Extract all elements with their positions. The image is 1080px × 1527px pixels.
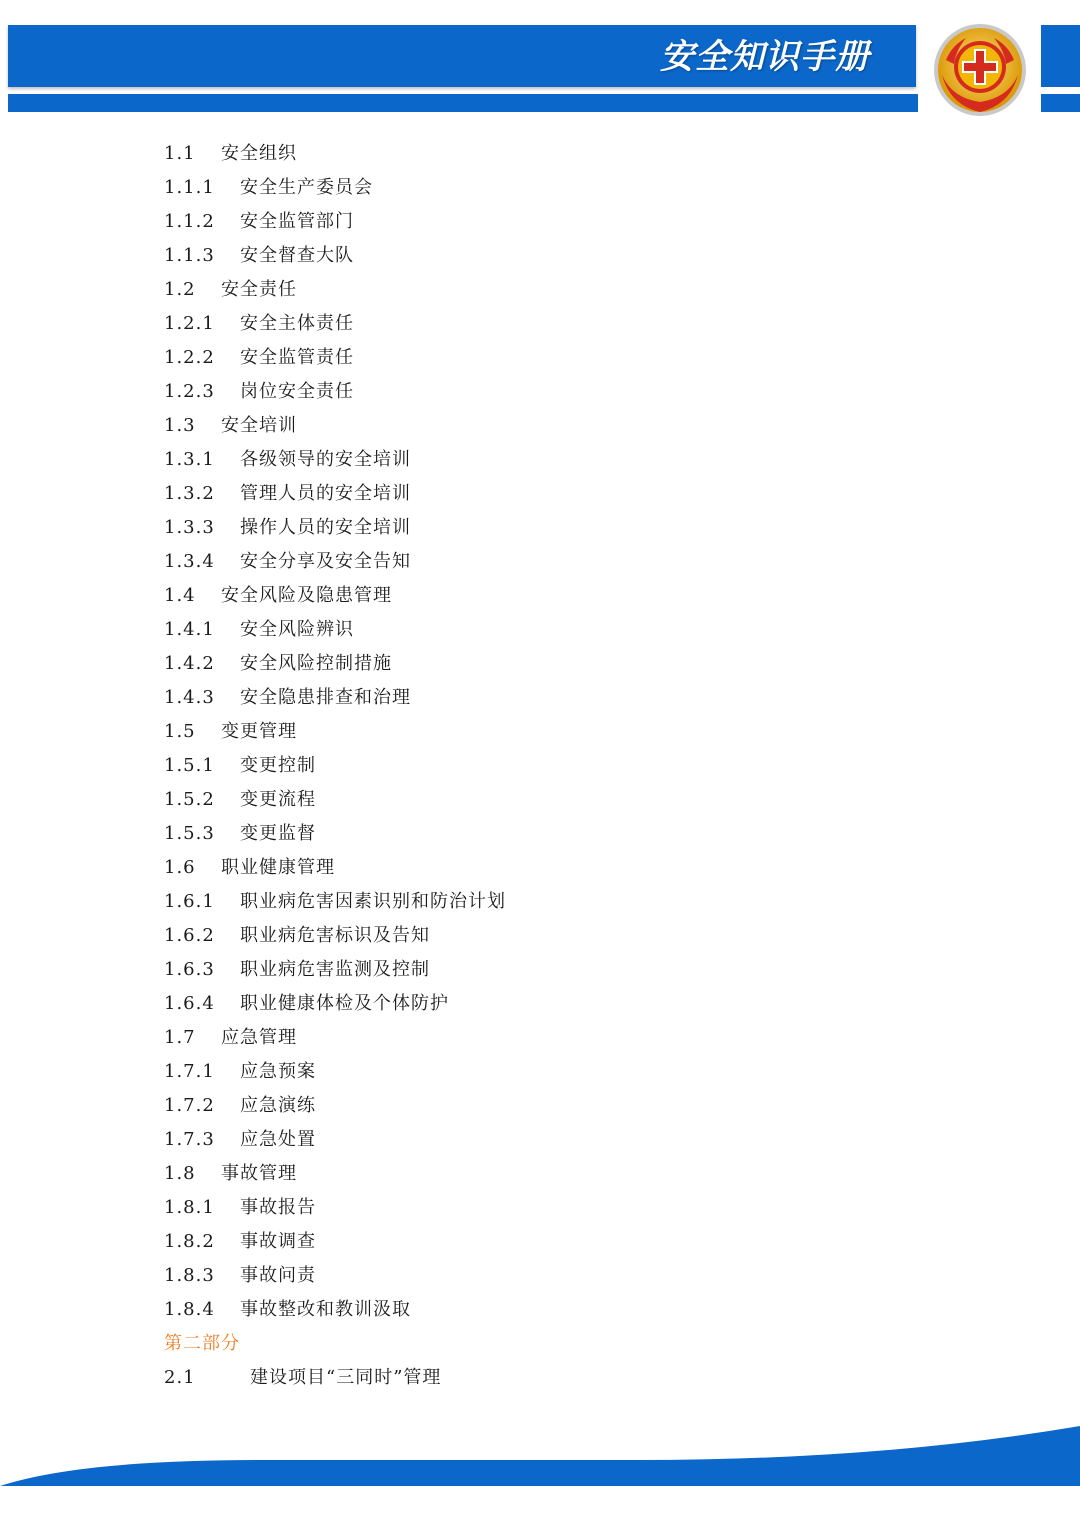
toc-entry-title: 安全培训 bbox=[221, 415, 297, 436]
handbook-title: 安全知识手册 bbox=[660, 37, 870, 77]
toc-entry-title: 安全责任 bbox=[221, 279, 297, 300]
toc-entry-title: 事故整改和教训汲取 bbox=[240, 1299, 411, 1320]
toc-entry-number: 1.7.1 bbox=[164, 1061, 215, 1082]
toc-entry-title: 安全生产委员会 bbox=[240, 177, 373, 198]
toc-entry-number: 1.8.3 bbox=[164, 1265, 215, 1286]
toc-entry-number: 1.8.4 bbox=[164, 1299, 215, 1320]
toc-entry-title: 变更监督 bbox=[240, 823, 316, 844]
toc-entry-number: 1.7.2 bbox=[164, 1095, 215, 1116]
toc-entry-title: 应急处置 bbox=[240, 1129, 316, 1150]
toc-entry-number: 1.4.2 bbox=[164, 653, 215, 674]
toc-entry-title: 操作人员的安全培训 bbox=[240, 517, 411, 538]
safety-cross-emblem-icon bbox=[930, 20, 1030, 120]
toc-entry-title: 建设项目“三同时”管理 bbox=[250, 1367, 442, 1388]
toc-entry-number: 1.8.1 bbox=[164, 1197, 215, 1218]
toc-entry-title: 各级领导的安全培训 bbox=[240, 449, 411, 470]
toc-entry-title: 事故问责 bbox=[240, 1265, 316, 1286]
toc-entry-number: 1.2 bbox=[164, 279, 196, 300]
toc-entry-number: 1.1.1 bbox=[164, 177, 215, 198]
toc-entry-title: 应急管理 bbox=[221, 1027, 297, 1048]
toc-entry-number: 1.3.3 bbox=[164, 517, 215, 538]
toc-entry-number: 1.2.3 bbox=[164, 381, 215, 402]
toc-entry-title: 事故报告 bbox=[240, 1197, 316, 1218]
toc-entry-number: 1.4 bbox=[164, 585, 196, 606]
toc-entry-title: 应急预案 bbox=[240, 1061, 316, 1082]
toc-entry-title: 职业病危害因素识别和防治计划 bbox=[240, 891, 506, 912]
toc-entry-number: 1.2.2 bbox=[164, 347, 215, 368]
toc-entry-number: 2.1 bbox=[164, 1367, 196, 1388]
toc-entry-number: 1.8 bbox=[164, 1163, 196, 1184]
toc-entry-number: 1.5.1 bbox=[164, 755, 215, 776]
toc-entry-number: 1.3.4 bbox=[164, 551, 215, 572]
header-right-stripe bbox=[1041, 94, 1080, 112]
toc-entry-title: 安全监管部门 bbox=[240, 211, 354, 232]
toc-entry-number: 1.7.3 bbox=[164, 1129, 215, 1150]
toc-entry-title: 安全主体责任 bbox=[240, 313, 354, 334]
toc-entry-title: 岗位安全责任 bbox=[240, 381, 354, 402]
toc-entry-number: 1.1 bbox=[164, 143, 196, 164]
toc-entry-title: 职业健康体检及个体防护 bbox=[240, 993, 449, 1014]
toc-entry-number: 1.3.1 bbox=[164, 449, 215, 470]
toc-entry-title: 应急演练 bbox=[240, 1095, 316, 1116]
toc-entry-title: 安全风险及隐患管理 bbox=[221, 585, 392, 606]
part-heading-text: 第二部分 bbox=[164, 1333, 240, 1354]
toc-entry-title: 安全隐患排查和治理 bbox=[240, 687, 411, 708]
toc-entry-title: 安全风险控制措施 bbox=[240, 653, 392, 674]
toc-entry-title: 安全分享及安全告知 bbox=[240, 551, 411, 572]
toc-entry-number: 1.3 bbox=[164, 415, 196, 436]
toc-entry-number: 1.6.1 bbox=[164, 891, 215, 912]
toc-entry-title: 职业病危害监测及控制 bbox=[240, 959, 430, 980]
toc-entry-number: 1.3.2 bbox=[164, 483, 215, 504]
header-stripe bbox=[8, 94, 918, 112]
toc-entry-number: 1.5.2 bbox=[164, 789, 215, 810]
toc-entry-number: 1.2.1 bbox=[164, 313, 215, 334]
toc-entry-number: 1.4.3 bbox=[164, 687, 215, 708]
toc-entry-title: 安全监管责任 bbox=[240, 347, 354, 368]
toc-entry-title: 变更流程 bbox=[240, 789, 316, 810]
toc-entry-title: 变更管理 bbox=[221, 721, 297, 742]
header-right-bar bbox=[1041, 25, 1080, 87]
toc-entry-number: 1.6.4 bbox=[164, 993, 215, 1014]
toc-entry-title: 管理人员的安全培训 bbox=[240, 483, 411, 504]
footer-wave bbox=[0, 1420, 1080, 1527]
toc-entry-number: 1.1.2 bbox=[164, 211, 215, 232]
toc-entry-title: 安全督查大队 bbox=[240, 245, 354, 266]
toc-entry-title: 事故管理 bbox=[221, 1163, 297, 1184]
toc-entry-title: 职业健康管理 bbox=[221, 857, 335, 878]
toc-entry-number: 1.5 bbox=[164, 721, 196, 742]
toc-entry-number: 1.8.2 bbox=[164, 1231, 215, 1252]
toc-entry-number: 1.5.3 bbox=[164, 823, 215, 844]
toc-entry-number: 1.6.2 bbox=[164, 925, 215, 946]
toc-entry-title: 安全组织 bbox=[221, 143, 297, 164]
toc-entry-number: 1.6.3 bbox=[164, 959, 215, 980]
toc-entry-title: 安全风险辨识 bbox=[240, 619, 354, 640]
toc-entry-number: 1.7 bbox=[164, 1027, 196, 1048]
toc-entry-title: 变更控制 bbox=[240, 755, 316, 776]
toc-entry-title: 职业病危害标识及告知 bbox=[240, 925, 430, 946]
toc-entry-number: 1.6 bbox=[164, 857, 196, 878]
toc-entry-title: 事故调查 bbox=[240, 1231, 316, 1252]
toc-entry-number: 1.4.1 bbox=[164, 619, 215, 640]
toc-entry-number: 1.1.3 bbox=[164, 245, 215, 266]
